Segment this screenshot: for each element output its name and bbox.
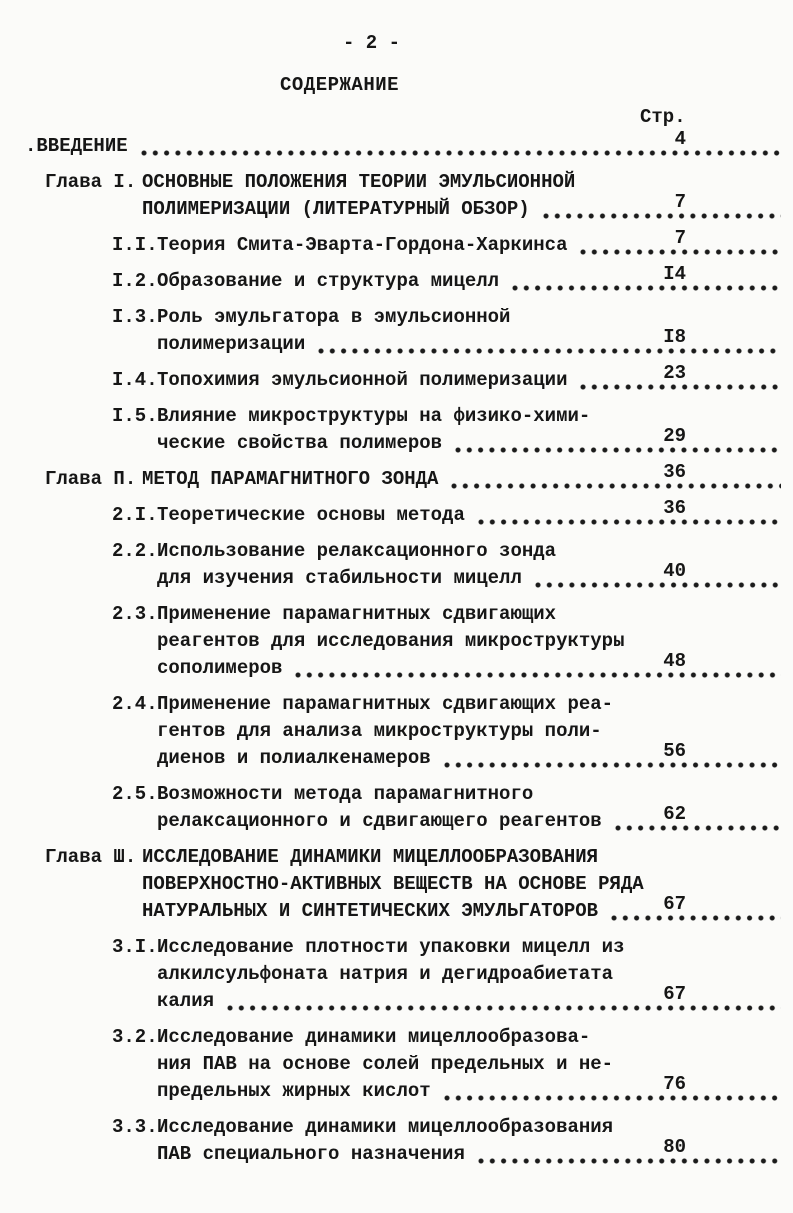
dot-leader	[442, 1073, 781, 1105]
entry-line	[157, 691, 781, 718]
page-number: 76	[663, 1073, 686, 1095]
entry-text: Исследование плотности упаковки мицелл из	[157, 936, 625, 958]
entry-line	[157, 1136, 781, 1168]
entry-line	[157, 1114, 781, 1141]
entry-text: алкилсульфоната натрия и дегидроабиетата	[157, 963, 614, 985]
entry-line	[157, 560, 781, 592]
entry-text: ния ПАВ на основе солей предельных и не-	[157, 1053, 614, 1075]
entry-line	[157, 650, 781, 682]
dot-leader	[476, 1136, 781, 1168]
toc-entry	[0, 601, 793, 682]
page-number: 7	[674, 191, 686, 213]
toc-entry	[0, 362, 793, 394]
entry-line	[25, 128, 781, 160]
page-number: 62	[663, 803, 686, 825]
entry-text: ческие свойства полимеров	[157, 432, 443, 454]
toc-entry	[0, 128, 793, 160]
entry-text: ИССЛЕДОВАНИЕ ДИНАМИКИ МИЦЕЛЛООБРАЗОВАНИЯ	[142, 846, 599, 868]
entry-text: сополимеров	[157, 657, 283, 679]
dot-leader	[510, 263, 781, 295]
page-number: 4	[674, 128, 686, 150]
entry-label: 2.4.	[112, 693, 158, 715]
dot-leader	[442, 740, 781, 772]
entry-text: ПАВ специального назначения	[157, 1143, 465, 1165]
entry-text: .ВВЕДЕНИЕ	[25, 135, 128, 157]
entry-line	[157, 403, 781, 430]
entry-label: I.I.	[112, 234, 158, 256]
entry-line	[157, 1024, 781, 1051]
dot-leader	[609, 893, 781, 925]
toc-entry	[0, 227, 793, 259]
dot-leader	[316, 326, 781, 358]
entry-label: 2.3.	[112, 603, 158, 625]
toc-entry	[0, 403, 793, 457]
entry-label: I.2.	[112, 270, 158, 292]
toc-entry	[0, 304, 793, 358]
entry-line	[157, 983, 781, 1015]
page-number: 36	[663, 497, 686, 519]
entry-line	[157, 425, 781, 457]
entry-line	[142, 191, 781, 223]
entry-line	[157, 628, 781, 655]
entry-text: предельных жирных кислот	[157, 1080, 431, 1102]
toc-entry	[0, 781, 793, 835]
entry-label: 3.I.	[112, 936, 158, 958]
entry-line	[157, 961, 781, 988]
page-number: 67	[663, 893, 686, 915]
entry-label: 2.5.	[112, 783, 158, 805]
dot-leader	[578, 227, 781, 259]
entry-line	[157, 1073, 781, 1105]
entry-text: реагентов для исследования микроструктуры	[157, 630, 625, 652]
dot-leader	[453, 425, 781, 457]
toc-entry	[0, 461, 793, 493]
entry-text: ОСНОВНЫЕ ПОЛОЖЕНИЯ ТЕОРИИ ЭМУЛЬСИОННОЙ	[142, 171, 576, 193]
entry-text: Образование и структура мицелл	[157, 270, 500, 292]
entry-text: Теория Смита-Эварта-Гордона-Харкинса	[157, 234, 568, 256]
entry-text: диенов и полиалкенамеров	[157, 747, 431, 769]
header-page-number: - 2 -	[343, 32, 401, 54]
toc-list	[0, 128, 793, 1168]
page-number: 67	[663, 983, 686, 1005]
entry-line	[157, 326, 781, 358]
entry-line	[157, 934, 781, 961]
page-number: 40	[663, 560, 686, 582]
entry-line	[142, 461, 781, 493]
dot-leader	[476, 497, 781, 529]
entry-label: Глава П.	[45, 468, 137, 490]
dot-leader	[541, 191, 781, 223]
entry-label: Глава Ш.	[45, 846, 137, 868]
page-column-label: Стр.	[640, 106, 686, 128]
entry-label: 2.2.	[112, 540, 158, 562]
page-number: 36	[663, 461, 686, 483]
entry-text: Исследование динамики мицеллообразова-	[157, 1026, 591, 1048]
page-number: 80	[663, 1136, 686, 1158]
page-number: I8	[663, 326, 686, 348]
page-title: СОДЕРЖАНИЕ	[280, 74, 400, 96]
dot-leader	[449, 461, 781, 493]
entry-line	[157, 227, 781, 259]
toc-entry	[0, 1114, 793, 1168]
entry-text: МЕТОД ПАРАМАГНИТНОГО ЗОНДА	[142, 468, 439, 490]
entry-line	[157, 718, 781, 745]
entry-line	[157, 803, 781, 835]
toc-entry	[0, 538, 793, 592]
page-number: 29	[663, 425, 686, 447]
entry-label: Глава I.	[45, 171, 137, 193]
entry-text: Применение парамагнитных сдвигающих	[157, 603, 557, 625]
dot-leader	[578, 362, 781, 394]
entry-text: полимеризации	[157, 333, 306, 355]
entry-line	[157, 1051, 781, 1078]
entry-text: гентов для анализа микроструктуры поли-	[157, 720, 602, 742]
dot-leader	[293, 650, 781, 682]
toc-entry	[0, 691, 793, 772]
entry-line	[157, 601, 781, 628]
entry-text: Роль эмульгатора в эмульсионной	[157, 306, 511, 328]
toc-entry	[0, 263, 793, 295]
page-number: 23	[663, 362, 686, 384]
entry-text: Возможности метода парамагнитного	[157, 783, 534, 805]
entry-label: 3.3.	[112, 1116, 158, 1138]
entry-text: релаксационного и сдвигающего реагентов	[157, 810, 602, 832]
toc-entry	[0, 497, 793, 529]
entry-line	[157, 497, 781, 529]
entry-text: Топохимия эмульсионной полимеризации	[157, 369, 568, 391]
entry-label: I.4.	[112, 369, 158, 391]
entry-text: ПОВЕРХНОСТНО-АКТИВНЫХ ВЕЩЕСТВ НА ОСНОВЕ РЯДА	[142, 873, 644, 895]
entry-text: ПОЛИМЕРИЗАЦИИ (ЛИТЕРАТУРНЫЙ ОБЗОР)	[142, 198, 530, 220]
entry-text: для изучения стабильности мицелл	[157, 567, 522, 589]
dot-leader	[225, 983, 781, 1015]
page-number: 56	[663, 740, 686, 762]
toc-entry	[0, 934, 793, 1015]
entry-line	[157, 304, 781, 331]
entry-line	[157, 781, 781, 808]
page-number: 48	[663, 650, 686, 672]
entry-line	[142, 893, 781, 925]
entry-text: Исследование динамики мицеллообразования	[157, 1116, 614, 1138]
toc-entry	[0, 1024, 793, 1105]
dot-leader	[533, 560, 781, 592]
toc-entry	[0, 844, 793, 925]
entry-line	[157, 740, 781, 772]
entry-line	[142, 844, 781, 871]
entry-text: Применение парамагнитных сдвигающих реа-	[157, 693, 614, 715]
page-number: I4	[663, 263, 686, 285]
entry-line	[157, 263, 781, 295]
entry-text: НАТУРАЛЬНЫХ И СИНТЕТИЧЕСКИХ ЭМУЛЬГАТОРОВ	[142, 900, 599, 922]
entry-line	[157, 362, 781, 394]
entry-text: Влияние микроструктуры на физико-хими-	[157, 405, 591, 427]
page-number: 7	[674, 227, 686, 249]
entry-text: Теоретические основы метода	[157, 504, 465, 526]
toc-entry	[0, 169, 793, 223]
entry-line	[157, 538, 781, 565]
entry-label: 3.2.	[112, 1026, 158, 1048]
entry-text: калия	[157, 990, 215, 1012]
entry-label: I.3.	[112, 306, 158, 328]
entry-label: 2.I.	[112, 504, 158, 526]
entry-label: I.5.	[112, 405, 158, 427]
entry-text: Использование релаксационного зонда	[157, 540, 557, 562]
dot-leader	[613, 803, 781, 835]
dot-leader	[139, 128, 781, 160]
